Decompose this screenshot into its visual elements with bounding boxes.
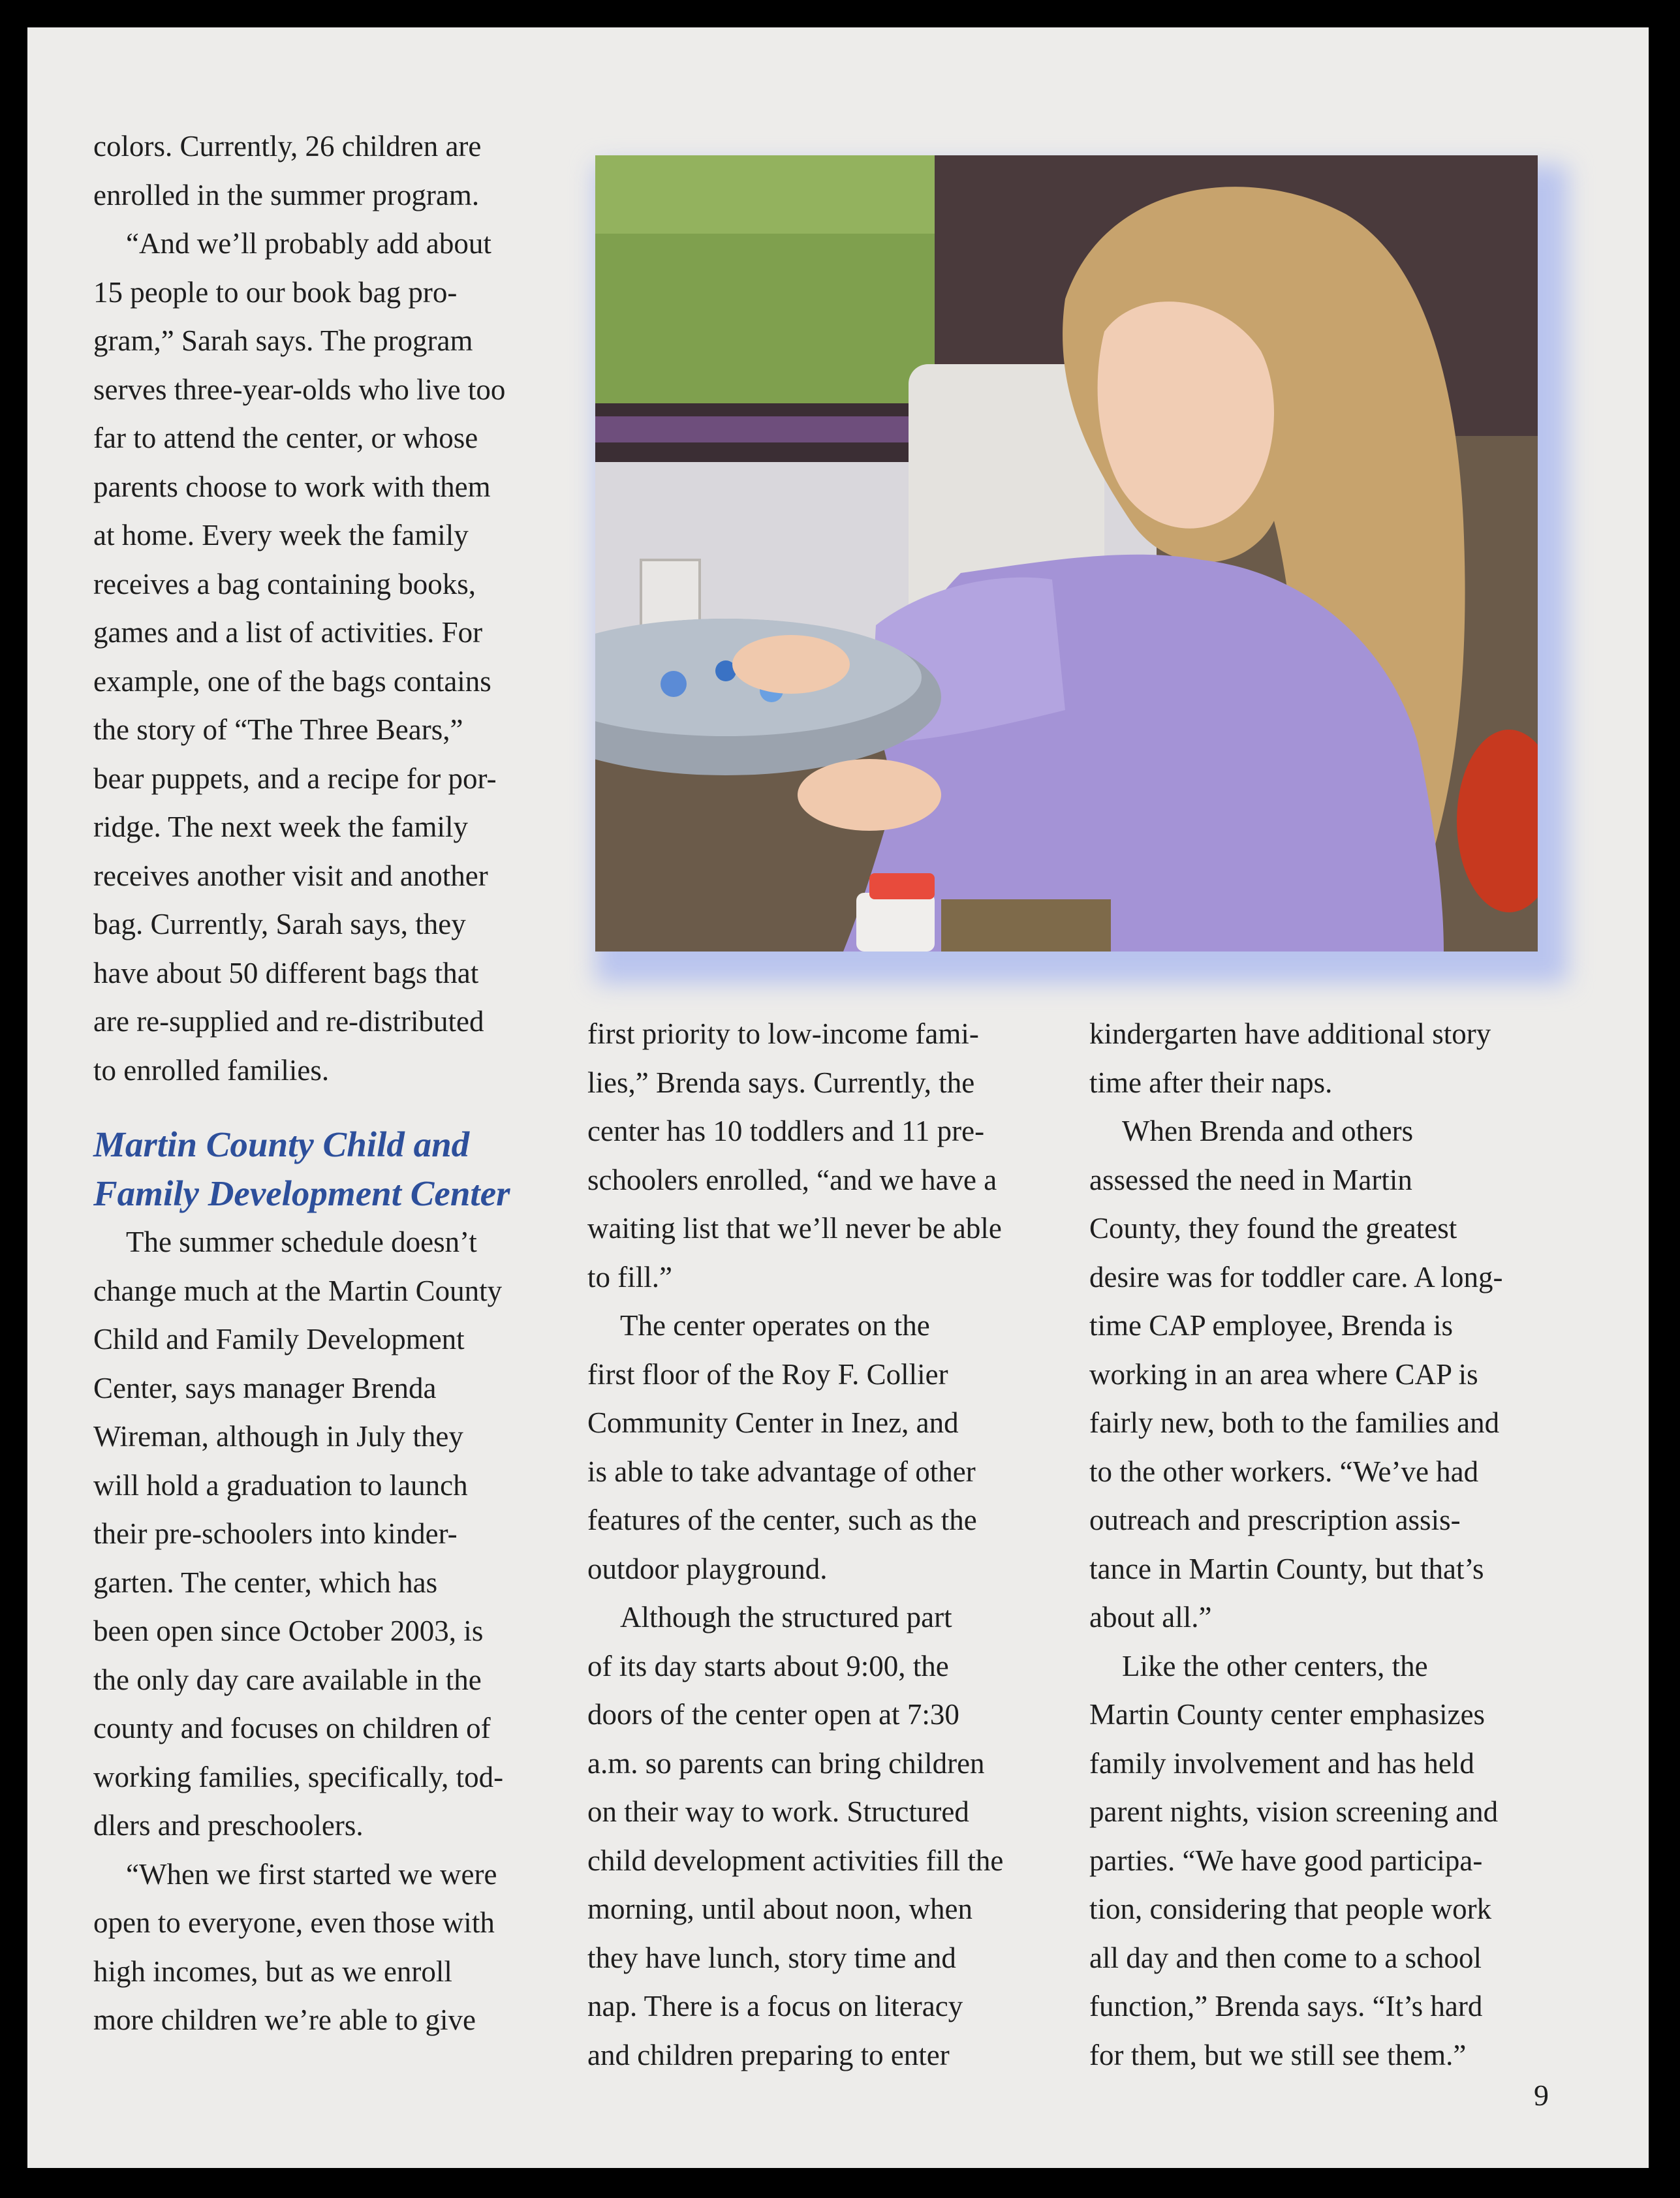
text-line: garten. The center, which has [93,1566,438,1599]
text-line: open to everyone, even those with [93,1906,495,1939]
text-column-1 [93,122,589,2045]
text-line: parents choose to work with them [93,470,491,503]
text-line: to the other workers. “We’ve had [1089,1455,1479,1488]
text-line: is able to take advantage of other [587,1455,976,1488]
text-line: the only day care available in the [93,1663,482,1696]
section-heading [93,1121,589,1218]
text-line: nap. There is a focus on literacy [587,1990,963,2022]
text-line: a.m. so parents can bring children [587,1746,985,1780]
text-line: morning, until about noon, when [587,1893,972,1925]
text-line: the story of “The Three Bears,” [93,713,463,746]
text-line: time CAP employee, Brenda is [1089,1309,1453,1342]
text-line: about all.” [1089,1601,1212,1633]
photo-illustration [595,155,1538,952]
text-line: center has 10 toddlers and 11 pre- [587,1115,985,1147]
text-line: 15 people to our book bag pro- [93,275,458,309]
text-line: outreach and prescription assis- [1089,1504,1461,1536]
text-line: parent nights, vision screening and [1089,1795,1499,1828]
text-line: fairly new, both to the families and [1089,1406,1500,1439]
text-line: will hold a graduation to launch [93,1468,468,1502]
photo-girl-with-bowl [595,155,1538,952]
text-line: The summer schedule doesn’t [126,1226,477,1258]
text-line: example, one of the bags contains [93,664,491,698]
text-line: time after their naps. [1089,1066,1333,1099]
text-line: schoolers enrolled, “and we have a [587,1163,997,1196]
text-line: for them, but we still see them.” [1089,2038,1467,2071]
text-line: receives a bag containing books, [93,567,476,600]
text-line: first priority to low-income fami- [587,1017,979,1050]
text-line: tion, considering that people work [1089,1893,1492,1925]
text-line: and children preparing to enter [587,2038,950,2071]
section-heading-line: Martin County Child and [93,1124,470,1164]
magazine-page [27,27,1649,2168]
text-line: Child and Family Development [93,1323,465,1355]
text-line: When Brenda and others [1122,1115,1414,1147]
text-line: change much at the Martin County [93,1274,503,1307]
text-line: of its day starts about 9:00, the [587,1649,949,1682]
text-line: function,” Brenda says. “It’s hard [1089,1990,1483,2022]
text-line: been open since October 2003, is [93,1615,484,1647]
text-line: at home. Every week the family [93,519,469,551]
text-line: tance in Martin County, but that’s [1089,1552,1484,1585]
text-line: Martin County center emphasizes [1089,1698,1486,1731]
text-line: they have lunch, story time and [587,1941,956,1974]
text-line: Although the structured part [620,1601,952,1633]
text-line: waiting list that we’ll never be able [587,1212,1002,1245]
text-line: lies,” Brenda says. Currently, the [587,1066,975,1099]
text-line: kindergarten have additional story [1089,1017,1491,1050]
text-line: first floor of the Roy F. Collier [587,1357,948,1391]
text-line: serves three-year-olds who live too [93,373,506,406]
text-line: working in an area where CAP is [1089,1357,1478,1391]
text-line: dlers and preschoolers. [93,1809,364,1842]
text-line: to enrolled families. [93,1053,330,1087]
text-line: receives another visit and another [93,859,488,892]
text-line: colors. Currently, 26 children are [93,130,482,163]
text-line: family involvement and has held [1089,1746,1474,1780]
text-line: county and focuses on children of [93,1712,491,1744]
text-line: enrolled in the summer program. [93,178,480,211]
text-line: County, they found the greatest [1089,1212,1457,1245]
text-column-3 [1089,1010,1585,2079]
text-line: child development activities fill the [587,1844,1004,1877]
text-line: doors of the center open at 7:30 [587,1698,959,1731]
text-line: outdoor playground. [587,1552,828,1585]
text-line: Wireman, although in July they [93,1420,463,1453]
text-line: ridge. The next week the family [93,811,468,843]
text-line: games and a list of activities. For [93,616,483,649]
text-line: have about 50 different bags that [93,956,479,989]
text-line: desire was for toddler care. A long- [1089,1260,1503,1293]
text-line: features of the center, such as the [587,1504,977,1536]
section-heading-line: Family Development Center [93,1173,510,1213]
text-line: on their way to work. Structured [587,1795,969,1828]
text-line: “When we first started we were [126,1857,497,1891]
text-line: The center operates on the [620,1309,930,1342]
text-line: bear puppets, and a recipe for por- [93,762,497,795]
text-line: to fill.” [587,1260,672,1293]
text-line: more children we’re able to give [93,2004,476,2036]
text-line: “And we’ll probably add about [126,227,491,260]
text-line: working families, specifically, tod- [93,1760,504,1793]
text-line: Community Center in Inez, and [587,1406,959,1439]
text-line: bag. Currently, Sarah says, they [93,908,466,940]
text-line: Center, says manager Brenda [93,1371,437,1404]
text-line: Like the other centers, the [1122,1649,1428,1682]
text-column-2 [587,1010,1083,2079]
text-line: all day and then come to a school [1089,1941,1482,1974]
text-line: parties. “We have good participa- [1089,1844,1483,1877]
page-number: 9 [1534,2079,1549,2112]
text-line: gram,” Sarah says. The program [93,324,473,357]
text-line: their pre-schoolers into kinder- [93,1517,458,1550]
text-line: assessed the need in Martin [1089,1163,1412,1196]
text-line: far to attend the center, or whose [93,422,478,454]
text-line: are re-supplied and re-distributed [93,1005,484,1038]
text-line: high incomes, but as we enroll [93,1955,452,1988]
